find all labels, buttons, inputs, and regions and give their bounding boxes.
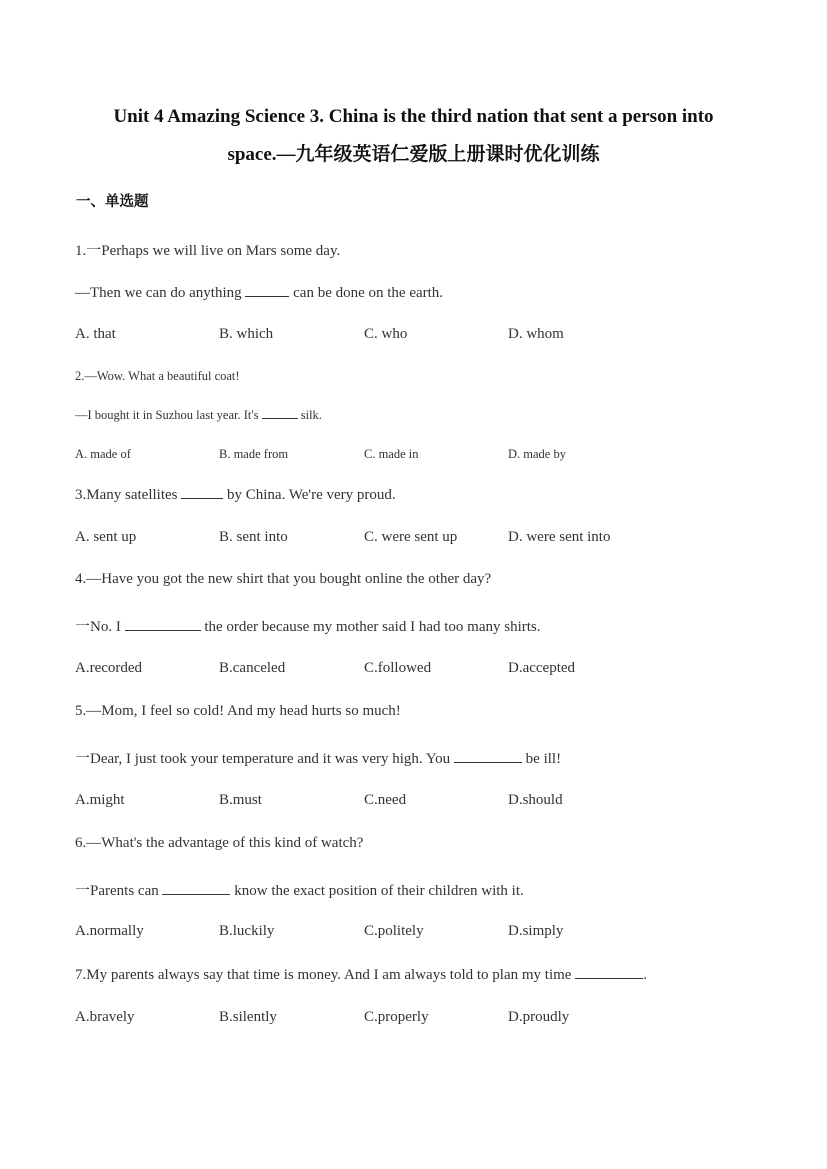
option-d[interactable]: D.proudly [508,1009,570,1025]
question-3-options [75,529,755,549]
option-d[interactable]: D.should [508,792,563,808]
option-a[interactable]: A. sent up [75,529,137,545]
answer-blank [262,408,298,419]
question-6-reply-pre: 一Parents can [75,883,159,899]
option-c[interactable]: C.followed [364,660,432,676]
answer-blank [125,618,201,631]
answer-blank [181,486,223,499]
question-3-stem-post: by China. We're very proud. [226,487,396,503]
question-5-options [75,792,755,812]
option-a[interactable]: A.might [75,792,125,808]
answer-blank [245,284,289,297]
question-2-options [75,447,755,467]
option-c[interactable]: C. made in [364,447,419,461]
option-a[interactable]: A.bravely [75,1009,135,1025]
question-1-options [75,326,755,346]
question-7-stem [75,966,647,984]
question-4-reply-pre: 一No. I [75,619,121,635]
option-d[interactable]: D. were sent into [508,529,611,545]
option-c[interactable]: C.need [364,792,407,808]
question-3-stem [75,486,396,504]
question-5-reply [75,747,561,768]
question-7-options [75,1009,755,1029]
question-4-options [75,660,755,680]
option-a[interactable]: A. that [75,326,116,342]
question-4-stem: 4.—Have you got the new shirt that you bought online the other day? [75,571,492,587]
option-a[interactable]: A.normally [75,923,144,939]
answer-blank [454,750,522,763]
question-7-stem-post: . [643,967,647,983]
question-2-stem: 2.—Wow. What a beautiful coat! [75,369,240,383]
option-b[interactable]: B. sent into [219,529,288,545]
title-line-2: space.—九年级英语仁爱版上册课时优化训练 [227,144,600,165]
option-b[interactable]: B.luckily [219,923,275,939]
option-b[interactable]: B.canceled [219,660,286,676]
question-4-reply-post: the order because my mother said I had too many shirts. [204,619,541,635]
option-c[interactable]: C. were sent up [364,529,458,545]
question-1-stem: 1.一Perhaps we will live on Mars some day. [75,243,341,259]
question-5-reply-post: be ill! [525,751,562,767]
option-c[interactable]: C.politely [364,923,424,939]
question-7-stem-pre: 7.My parents always say that time is money. And I am always told to plan my time [75,967,572,983]
section-heading: 一、单选题 [76,194,149,210]
question-2-reply-pre: —I bought it in Suzhou last year. It's [75,408,259,422]
option-d[interactable]: D.simply [508,923,564,939]
question-4-reply [75,615,541,636]
option-b[interactable]: B. made from [219,447,289,461]
question-2-reply-post: silk. [300,408,322,422]
option-d[interactable]: D. whom [508,326,564,342]
option-d[interactable]: D.accepted [508,660,576,676]
question-6-options [75,923,755,943]
question-1-reply-post: can be done on the earth. [293,285,444,301]
title-line-1: Unit 4 Amazing Science 3. China is the third nation that sent a person into [113,106,714,127]
option-c[interactable]: C. who [364,326,408,342]
question-1-reply-pre: —Then we can do anything [75,285,242,301]
option-a[interactable]: A. made of [75,447,131,461]
question-2-reply [75,408,322,423]
question-1-reply [75,284,443,302]
option-d[interactable]: D. made by [508,447,566,461]
answer-blank [575,966,643,979]
question-5-stem: 5.—Mom, I feel so cold! And my head hurts so much! [75,703,401,719]
question-6-reply-post: know the exact position of their children with it. [234,883,524,899]
option-b[interactable]: B.silently [219,1009,277,1025]
document-title [60,98,767,174]
question-3-stem-pre: 3.Many satellites [75,487,178,503]
option-a[interactable]: A.recorded [75,660,143,676]
option-b[interactable]: B. which [219,326,274,342]
answer-blank [162,882,230,895]
option-b[interactable]: B.must [219,792,262,808]
question-6-reply [75,879,524,900]
option-c[interactable]: C.properly [364,1009,429,1025]
question-6-stem: 6.—What's the advantage of this kind of watch? [75,835,364,851]
question-5-reply-pre: 一Dear, I just took your temperature and it was very high. You [75,751,451,767]
